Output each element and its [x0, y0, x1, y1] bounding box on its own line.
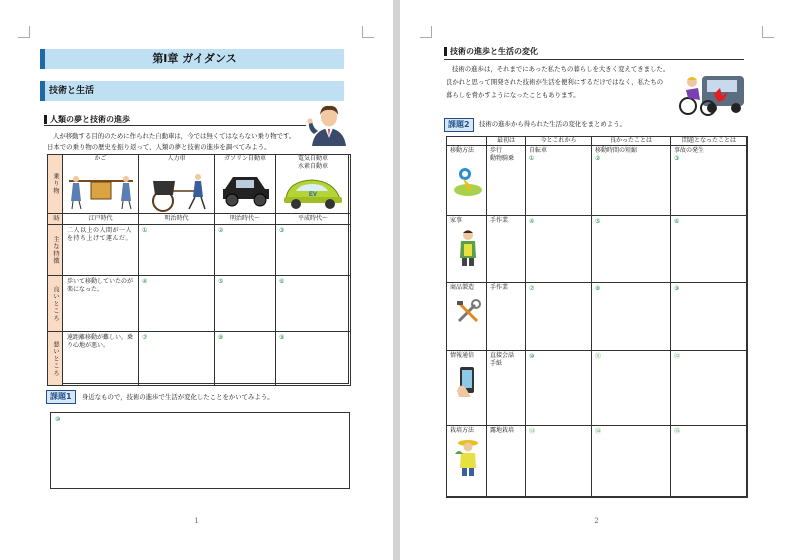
feature-cell-ev: ③: [275, 224, 351, 276]
now-cell: ⑩: [525, 350, 592, 426]
bad-cell: ⑮: [670, 425, 748, 498]
bad-cell-kago: 遠距離移動が難しい。乗り心地が悪い。: [62, 331, 139, 386]
row-category-cell: [446, 145, 487, 216]
column-header: 人力車: [167, 155, 186, 162]
task1-text: 身近なもので，技術の進歩で生活が変化したことをかいてみよう。: [82, 393, 274, 401]
bad-cell-gasoline: ⑧: [214, 331, 276, 386]
row-label-bad: 悪いところ: [47, 331, 63, 386]
good-cell: ⑭: [591, 425, 671, 498]
task1-answer-box[interactable]: [50, 412, 350, 489]
now-cell: ⑦: [525, 282, 592, 351]
bicycle-car-accident-icon: [678, 68, 748, 116]
good-cell: 移動時間の短縮 ②: [591, 145, 671, 216]
vehicle-history-table: [47, 154, 349, 384]
bad-cell-rickshaw: ⑦: [138, 331, 215, 386]
column-header: 電気自動車 水素自動車: [297, 155, 328, 170]
vehicle-kago: [62, 154, 139, 214]
bad-cell: ⑨: [670, 282, 748, 351]
page-1: [0, 0, 393, 560]
row-label-era: 時: [47, 213, 63, 225]
era-cell: 平成時代～: [275, 213, 351, 225]
housework-person-icon: [455, 228, 481, 268]
first-cell: 手作業: [486, 282, 526, 351]
row-category-cell: [446, 350, 487, 426]
bad-cell: ⑫: [670, 350, 748, 426]
bad-cell: 事故の発生 ③: [670, 145, 748, 216]
chapter-title: 第Ⅰ章 ガイダンス: [40, 49, 344, 69]
first-cell: 手作業: [486, 215, 526, 283]
row-label: 移動方法: [450, 147, 475, 154]
ev-label: EV: [309, 192, 318, 198]
vehicle-rickshaw: [138, 154, 215, 214]
vehicle-electric-car: [275, 154, 351, 214]
row-category-cell: [446, 215, 487, 283]
era-cell: 明治時代: [138, 213, 215, 225]
era-cell: 明治時代～: [214, 213, 276, 225]
task2-text: 技術の進歩から得られた生活の変化をまとめよう。: [479, 120, 626, 128]
now-cell: ④: [525, 215, 592, 283]
column-header: ガソリン自動車: [223, 155, 266, 162]
now-cell: 自転車 ①: [525, 145, 592, 216]
bad-cell-ev: ⑨: [275, 331, 351, 386]
good-cell: ⑧: [591, 282, 671, 351]
first-cell: 歩行 動物騎乗: [486, 145, 526, 216]
crop-mark: [420, 26, 432, 38]
row-label: 情報通信: [450, 352, 475, 359]
good-cell: ⑪: [591, 350, 671, 426]
row-label-vehicle: 乗り物: [47, 154, 63, 214]
farmer-icon: [455, 438, 481, 478]
row-label: 商品製造: [450, 284, 475, 291]
life-change-table: [446, 136, 747, 497]
first-cell: 直接会話 手紙: [486, 350, 526, 426]
subsection-title: 人類の夢と技術の進歩: [44, 114, 306, 126]
vehicle-gasoline-car: [214, 154, 276, 214]
bad-cell: ⑥: [670, 215, 748, 283]
header-bad: 問題となったことは: [670, 136, 748, 146]
good-cell-gasoline: ⑤: [214, 275, 276, 332]
classic-car-icon: [221, 173, 271, 209]
crop-mark: [362, 26, 374, 38]
crop-mark: [18, 26, 30, 38]
intro-line-3: 暮らしを脅かすようになったこともあります。: [446, 91, 580, 99]
ev-car-icon: [282, 177, 344, 211]
row-category-cell: [446, 282, 487, 351]
now-cell: ⑬: [525, 425, 592, 498]
task2-badge: 課題2: [444, 118, 474, 132]
good-cell: ⑤: [591, 215, 671, 283]
header-first: 最初は: [486, 136, 526, 146]
intro-line-1: 技術の進歩は，それまでにあった私たちの暮らしを大きく変えてきました。: [452, 65, 670, 73]
task1-badge: 課題1: [46, 390, 76, 404]
page-2: [400, 0, 793, 560]
bicycle-icon: [453, 164, 483, 198]
header-now: 今とこれから: [525, 136, 592, 146]
tools-icon: [455, 299, 481, 325]
feature-cell-gasoline: ②: [214, 224, 276, 276]
good-cell-rickshaw: ④: [138, 275, 215, 332]
crop-mark: [762, 26, 774, 38]
subsection-title: 技術の進歩と生活の変化: [444, 46, 744, 60]
row-label: 栽培方法: [450, 427, 475, 434]
good-cell-kago: 歩いて移動していたのが楽になった。: [62, 275, 139, 332]
row-label-good: 良いところ: [47, 275, 63, 332]
section-title: 技術と生活: [40, 81, 344, 101]
header-good: 良かったことは: [591, 136, 671, 146]
era-cell: 江戸時代: [62, 213, 139, 225]
good-cell-ev: ⑥: [275, 275, 351, 332]
intro-line-2: 日本での乗り物の歴史を振り返って，人類の夢と技術の進歩を調べてみよう。: [47, 143, 271, 151]
rickshaw-icon: [143, 169, 211, 213]
kago-palanquin-icon: [67, 171, 135, 211]
page-number: 2: [594, 517, 599, 525]
feature-cell-kago: 二人以上の人間が一人を持ち上げて運んだ。: [62, 224, 139, 276]
first-cell: 露地栽培: [486, 425, 526, 498]
page-number: 1: [194, 517, 199, 525]
intro-line-2: 良かれと思って開発された技術が生活を便利にするだけではなく，私たちの: [446, 78, 664, 86]
answer-mark: ⑩: [55, 416, 61, 423]
row-label: 家事: [450, 217, 463, 224]
row-category-cell: [446, 425, 487, 498]
row-label-features: 主な特徴: [47, 224, 63, 276]
column-header: かご: [94, 155, 107, 162]
smartphone-icon: [457, 365, 479, 399]
businessman-icon: [306, 100, 352, 146]
intro-line-1: 人が移動する目的のために作られた自動車は，今では無くてはならない乗り物です。: [53, 132, 296, 140]
feature-cell-rickshaw: ①: [138, 224, 215, 276]
